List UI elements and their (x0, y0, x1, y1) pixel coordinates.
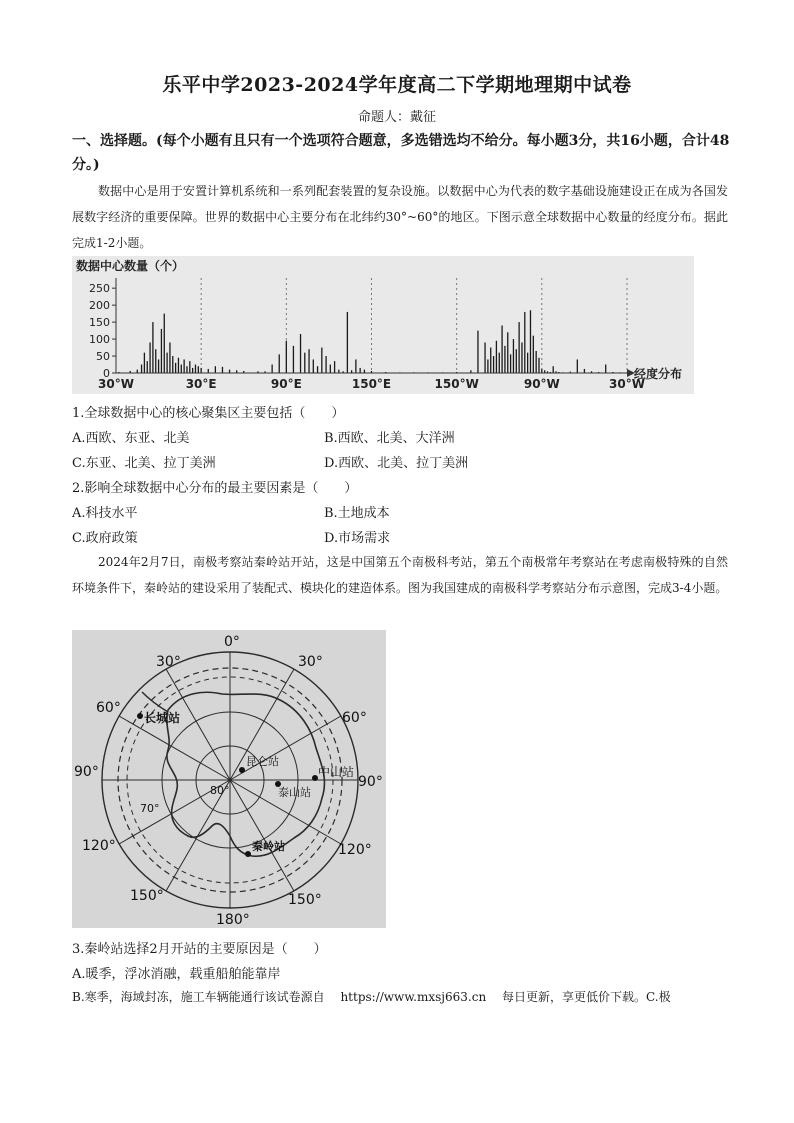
station-marker-qinling (245, 851, 251, 857)
question-2-option-a[interactable]: A.科技水平 (72, 506, 138, 521)
x-tick-label: 30°W (98, 377, 134, 391)
exam-title: 乐平中学2023-2024学年度高二下学期地理期中试卷 (162, 74, 632, 96)
question-1-option-b[interactable]: B.西欧、北美、大洋洲 (324, 431, 455, 446)
lon-label-60e: 60° (342, 710, 367, 726)
station-marker-kunlun (239, 767, 245, 773)
exam-author: 命题人：戴征 (357, 110, 436, 125)
lon-label-0: 0° (224, 634, 240, 650)
question-2-stem: 2.影响全球数据中心分布的最主要因素是（ ） (72, 481, 358, 496)
antarctica-outline (167, 692, 325, 856)
y-tick-label: 50 (96, 350, 110, 364)
y-tick-label: 250 (89, 282, 110, 296)
station-label-taishan: 泰山站 (278, 786, 311, 799)
station-label-zhongshan: 中山站 (318, 765, 355, 779)
chart-ylabel: 数据中心数量（个） (76, 259, 185, 273)
station-label-changcheng: 长城站 (144, 711, 181, 725)
lon-label-120e: 120° (338, 842, 372, 858)
x-tick-label: 150°E (351, 377, 392, 391)
question-3-option-b[interactable]: B.寒季，海域封冻，施工车辆能通行该试卷源自 https://www.mxsj663.cn 每日更新，享更低价下载。C.极 (72, 990, 671, 1004)
y-tick-label: 100 (89, 333, 110, 347)
lon-label-120w: 120° (82, 838, 116, 854)
question-2-option-d[interactable]: D.市场需求 (324, 531, 391, 546)
lat-label-80: 80° (210, 784, 230, 797)
station-label-kunlun: 昆仑站 (246, 755, 279, 768)
lon-label-90w: 90° (74, 764, 99, 780)
lon-label-150w: 150° (130, 888, 164, 904)
lon-label-30w: 30° (156, 654, 181, 670)
question-3-stem: 3.秦岭站选择2月开站的主要原因是（ ） (72, 942, 327, 957)
station-marker-changcheng (137, 713, 143, 719)
lat-label-70: 70° (140, 802, 160, 815)
section-heading: 一、选择题。(每个小题有且只有一个选项符合题意，多选错选均不给分。每小题3分，共16小题，合计48分。) (72, 133, 730, 173)
y-tick-label: 0 (103, 367, 110, 380)
lon-label-180: 180° (216, 912, 250, 928)
chart-xlabel: 经度分布 (634, 367, 683, 381)
y-tick-label: 200 (89, 299, 110, 313)
meridian-lines (102, 652, 358, 908)
data-center-longitude-chart (72, 256, 694, 394)
y-tick-label: 150 (89, 316, 110, 330)
lon-label-60w: 60° (96, 700, 121, 716)
x-tick-label: 90°E (270, 377, 302, 391)
x-tick-label: 30°W (609, 377, 645, 391)
question-1-stem: 1.全球数据中心的核心聚集区主要包括（ ） (72, 406, 345, 421)
question-3-option-a[interactable]: A.暖季，浮冰消融，载重船舶能靠岸 (72, 967, 281, 982)
question-1-option-c[interactable]: C.东亚、北美、拉丁美洲 (72, 456, 216, 471)
question-2-option-b[interactable]: B.土地成本 (324, 506, 390, 521)
lon-label-150e: 150° (288, 892, 322, 908)
antarctic-peninsula (142, 692, 168, 712)
passage-antarctic: 2024年2月7日，南极考察站秦岭站开站，这是中国第五个南极科考站，第五个南极常年考察站在考虑南极特殊的自然环境条件下，秦岭站的建设采用了装配式、模块化的建造体系。图为我国建成的南极科学考察站分布示意图，完成3-4小题。 (72, 555, 728, 595)
chart-svg (72, 256, 694, 394)
lon-label-90e: 90° (358, 774, 383, 790)
antarctic-map-svg (72, 630, 386, 928)
lon-label-30e: 30° (298, 654, 323, 670)
x-tick-label: 150°W (434, 377, 479, 391)
question-2-option-c[interactable]: C.政府政策 (72, 531, 138, 546)
question-1-option-d[interactable]: D.西欧、北美、拉丁美洲 (324, 456, 469, 471)
x-tick-label: 30°E (185, 377, 217, 391)
passage-data-center: 数据中心是用于安置计算机系统和一系列配套装置的复杂设施。以数据中心为代表的数字基础设施建设正在成为各国发展数字经济的重要保障。世界的数据中心主要分布在北纬约30°~60°的地区。下图示意全球数据中心数量的经度分布。据此完成1-2小题。 (72, 184, 728, 250)
antarctic-station-map (72, 630, 386, 928)
x-tick-label: 90°W (523, 377, 560, 391)
station-label-qinling: 秦岭站 (252, 840, 285, 853)
question-1-option-a[interactable]: A.西欧、东亚、北美 (72, 431, 190, 446)
